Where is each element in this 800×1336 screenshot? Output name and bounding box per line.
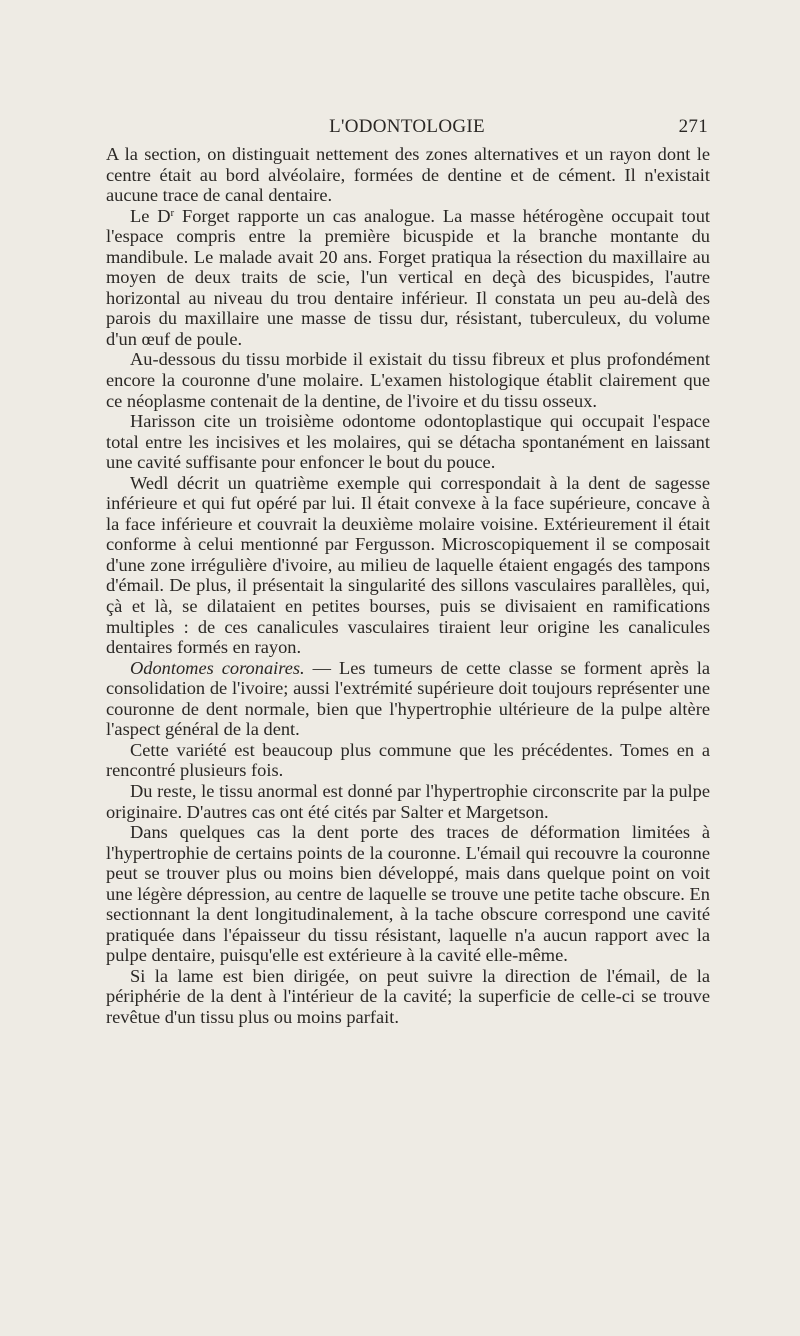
paragraph-2-text: Forget rapporte un cas analogue. La masse hétérogène occupait tout l'espace compris entre la première bicuspide et la branche montante du mandibule. Le malade avait 20 ans. Forget pratiqua la résection du maxillaire au moyen de deux traits de scie, l'un vertical en deçà des bicuspides, l'autre horizontal au niveau du trou dentaire inférieur. Il constata un peu au-delà des parois du maxillaire une masse de tissu dur, résistant, tuberculeux, du volume d'un œuf de poule. [106, 205, 711, 349]
paragraph-4 [106, 411, 710, 473]
paragraph-2 [106, 206, 710, 350]
section-heading-odontomes-coronaires: Odontomes coronaires. [130, 657, 305, 678]
paragraph-10 [106, 966, 710, 1028]
paragraph-6-text: — Les tumeurs de cette classe se forment après la consolidation de l'ivoire; aussi l'extrémité supérieure doit toujours représenter une couronne de dent normale, bien que l'hypertrophie ultérieure de la pulpe altère l'aspect général de la dent. [106, 657, 710, 740]
page-number: 271 [678, 116, 708, 137]
running-title: L'ODONTOLOGIE [329, 116, 485, 137]
paragraph-1-text: A la section, on distinguait nettement des zones alternatives et un rayon dont le centre était au bord alvéolaire, formées de dentine et de cément. Il n'existait aucune trace de canal dentaire. [106, 144, 710, 206]
paragraph-9 [106, 822, 710, 966]
paragraph-9-text: Dans quelques cas la dent porte des traces de déformation limitées à l'hypertrophie de certains points de la couronne. L'émail qui recouvre la couronne peut se trouver plus ou moins bien développé, mais dans quelque point on voit une légère dépression, au centre de laquelle se trouve une petite tache obscure. En sectionnant la dent longitudinalement, à la tache obscure correspond une cavité pratiquée dans l'épaisseur du tissu résistant, laquelle n'a aucun rapport avec la pulpe dentaire, puisqu'elle est extérieure à la cavité elle-même. [106, 822, 710, 966]
paragraph-7-text: Cette variété est beaucoup plus commune que les précédentes. Tomes en a rencontré plusieurs fois. [106, 739, 710, 781]
paragraph-6 [106, 658, 710, 740]
paragraph-2-superscript: r [170, 206, 175, 219]
running-header [106, 116, 708, 142]
paragraph-7 [106, 740, 710, 781]
paragraph-4-text: Harisson cite un troisième odontome odontoplastique qui occupait l'espace total entre les incisives et les molaires, qui se détacha spontanément en laissant une cavité suffisante pour enfoncer le bout du pouce. [106, 411, 710, 473]
paragraph-10-text: Si la lame est bien dirigée, on peut suivre la direction de l'émail, de la périphérie de la dent à l'intérieur de la cavité; la superficie de celle-ci se trouve revêtue d'un tissu plus ou moins parfait. [106, 965, 710, 1027]
body-text [106, 144, 710, 1028]
paragraph-3-text: Au-dessous du tissu morbide il existait du tissu fibreux et plus profondément encore la couronne d'une molaire. L'examen histologique établit clairement que ce néoplasme contenait de la dentine, de l'ivoire et du tissu osseux. [106, 349, 710, 411]
paragraph-5 [106, 473, 710, 658]
paragraph-3 [106, 349, 710, 411]
paragraph-5-text: Wedl décrit un quatrième exemple qui correspondait à la dent de sagesse inférieure et qui fut opéré par lui. Il était convexe à la face supérieure, concave à la face inférieure et couvrait la deuxième molaire voisine. Extérieurement il était conforme à celui mentionné par Fergusson. Microscopiquement il se composait d'une zone irrégulière d'ivoire, au milieu de laquelle étaient engagés des tampons d'émail. De plus, il présentait la singularité des sillons vasculaires parallèles, qui, çà et là, se dilataient en petites bourses, puis se divisaient en ramifications multiples : de ces canalicules vasculaires tiraient leur origine les canalicules dentaires formés en rayon. [106, 472, 710, 658]
paragraph-8 [106, 781, 710, 822]
paragraph-2-lead: Le D [130, 205, 171, 226]
paragraph-8-text: Du reste, le tissu anormal est donné par l'hypertrophie circonscrite par la pulpe originaire. D'autres cas ont été cités par Salter et Margetson. [106, 780, 710, 822]
paragraph-1 [106, 144, 710, 206]
